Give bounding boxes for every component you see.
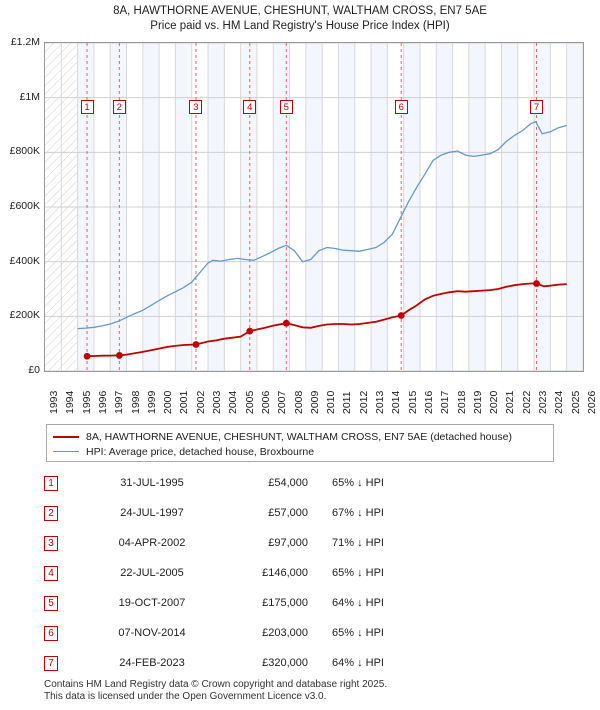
chart-marker-1: 1 (81, 100, 94, 114)
price-chart-plot (44, 42, 584, 372)
x-tick-label: 2023 (537, 390, 550, 414)
sale-marker-box: 1 (44, 476, 58, 491)
x-tick-label: 2021 (504, 390, 517, 414)
table-row (44, 560, 556, 590)
y-tick-label: £200K (9, 309, 40, 322)
sale-hpi-delta: 64% ↓ HPI (332, 597, 384, 609)
legend-swatch-hpi (53, 451, 79, 452)
sale-hpi-delta: 65% ↓ HPI (332, 567, 384, 579)
x-tick-label: 2018 (455, 390, 468, 414)
x-tick-label: 2000 (162, 390, 175, 414)
x-tick-label: 2015 (406, 390, 419, 414)
y-tick-label: £1.2M (10, 36, 40, 48)
x-tick-label: 2002 (194, 390, 207, 414)
x-tick-label: 1995 (80, 390, 93, 414)
legend-swatch-property (53, 436, 79, 438)
sale-price: £175,000 (262, 597, 308, 609)
legend-entry-property (53, 429, 547, 444)
x-tick-label: 2022 (520, 390, 533, 414)
sale-date: 31-JUL-1995 (120, 477, 184, 489)
sale-marker-box: 7 (44, 656, 58, 671)
x-tick-label: 2010 (325, 390, 338, 414)
table-row (44, 500, 556, 530)
chart-marker-6: 6 (395, 100, 408, 114)
page-title (0, 4, 600, 34)
sale-hpi-delta: 65% ↓ HPI (332, 627, 384, 639)
sale-date: 22-JUL-2005 (120, 567, 184, 579)
sale-marker-box: 4 (44, 566, 58, 581)
x-tick-label: 2025 (569, 390, 582, 414)
sale-date: 19-OCT-2007 (118, 597, 186, 609)
legend-label-hpi: HPI: Average price, detached house, Broxbourne (86, 445, 315, 458)
x-tick-label: 1993 (48, 390, 60, 414)
sale-date: 24-JUL-1997 (120, 507, 184, 519)
x-tick-label: 2013 (374, 390, 387, 414)
chart-svg (45, 43, 583, 371)
sale-marker-box: 2 (44, 506, 58, 521)
y-tick-label: £1M (19, 90, 40, 103)
sale-marker-box: 5 (44, 596, 58, 611)
table-row (44, 530, 556, 560)
table-row (44, 590, 556, 620)
sale-date: 04-APR-2002 (118, 537, 186, 549)
chart-marker-3: 3 (189, 100, 202, 114)
x-tick-label: 2001 (178, 390, 191, 414)
x-tick-label: 2012 (357, 390, 370, 414)
y-tick-label: £0 (28, 364, 40, 376)
x-tick-label: 1996 (96, 390, 109, 414)
footer (44, 679, 584, 703)
x-tick-label: 2014 (390, 390, 403, 414)
y-tick-label: £800K (9, 145, 40, 158)
sale-marker-box: 6 (44, 626, 58, 641)
x-tick-label: 2019 (471, 390, 484, 414)
chart-legend (46, 424, 554, 462)
sale-marker-box: 3 (44, 536, 58, 551)
x-tick-label: 1994 (64, 390, 77, 414)
sale-date: 07-NOV-2014 (118, 627, 186, 639)
table-row (44, 650, 556, 680)
chart-marker-7: 7 (530, 100, 543, 114)
title-line-1: 8A, HAWTHORNE AVENUE, CHESHUNT, WALTHAM CROSS, EN7 5AE (113, 5, 487, 17)
x-tick-label: 2026 (586, 390, 598, 414)
footer-line-1: Contains HM Land Registry data © Crown copyright and database right 2025. (44, 679, 388, 690)
title-line-2: Price paid vs. HM Land Registry's House Price Index (HPI) (150, 20, 450, 32)
sale-price: £146,000 (262, 567, 308, 579)
x-tick-label: 2016 (422, 390, 435, 414)
sale-hpi-delta: 71% ↓ HPI (332, 537, 384, 549)
x-tick-label: 1997 (113, 390, 126, 414)
sale-price: £57,000 (268, 507, 308, 519)
y-tick-label: £600K (9, 200, 40, 212)
x-tick-label: 2020 (488, 390, 501, 414)
x-tick-label: 2004 (227, 390, 240, 414)
x-tick-label: 2009 (308, 390, 321, 414)
chart-marker-5: 5 (280, 100, 293, 114)
sale-date: 24-FEB-2023 (119, 657, 185, 669)
sale-price: £203,000 (262, 627, 308, 639)
sales-table (44, 470, 556, 680)
x-tick-label: 2017 (439, 390, 452, 414)
x-tick-label: 2005 (243, 390, 256, 414)
chart-marker-4: 4 (243, 100, 256, 114)
x-tick-label: 1999 (145, 390, 158, 414)
x-tick-label: 1998 (129, 390, 142, 414)
sale-hpi-delta: 64% ↓ HPI (332, 657, 384, 669)
table-row (44, 470, 556, 500)
sale-price: £97,000 (268, 537, 308, 549)
y-tick-label: £400K (9, 254, 40, 267)
x-tick-label: 2003 (211, 390, 224, 414)
footer-line-2: This data is licensed under the Open Government Licence v3.0. (44, 691, 327, 702)
sale-hpi-delta: 65% ↓ HPI (332, 477, 384, 489)
legend-entry-hpi (53, 444, 547, 459)
table-row (44, 620, 556, 650)
x-tick-label: 2006 (259, 390, 272, 414)
chart-marker-2: 2 (113, 100, 126, 114)
sale-hpi-delta: 67% ↓ HPI (332, 507, 384, 519)
x-axis-labels (44, 374, 598, 418)
x-tick-label: 2008 (292, 390, 305, 414)
sale-price: £320,000 (262, 657, 308, 669)
sale-price: £54,000 (268, 477, 308, 489)
x-tick-label: 2024 (553, 390, 566, 414)
legend-label-property: 8A, HAWTHORNE AVENUE, CHESHUNT, WALTHAM CROSS, EN7 5AE (detached house) (86, 430, 512, 443)
x-tick-label: 2011 (341, 391, 354, 414)
x-tick-label: 2007 (276, 390, 289, 414)
